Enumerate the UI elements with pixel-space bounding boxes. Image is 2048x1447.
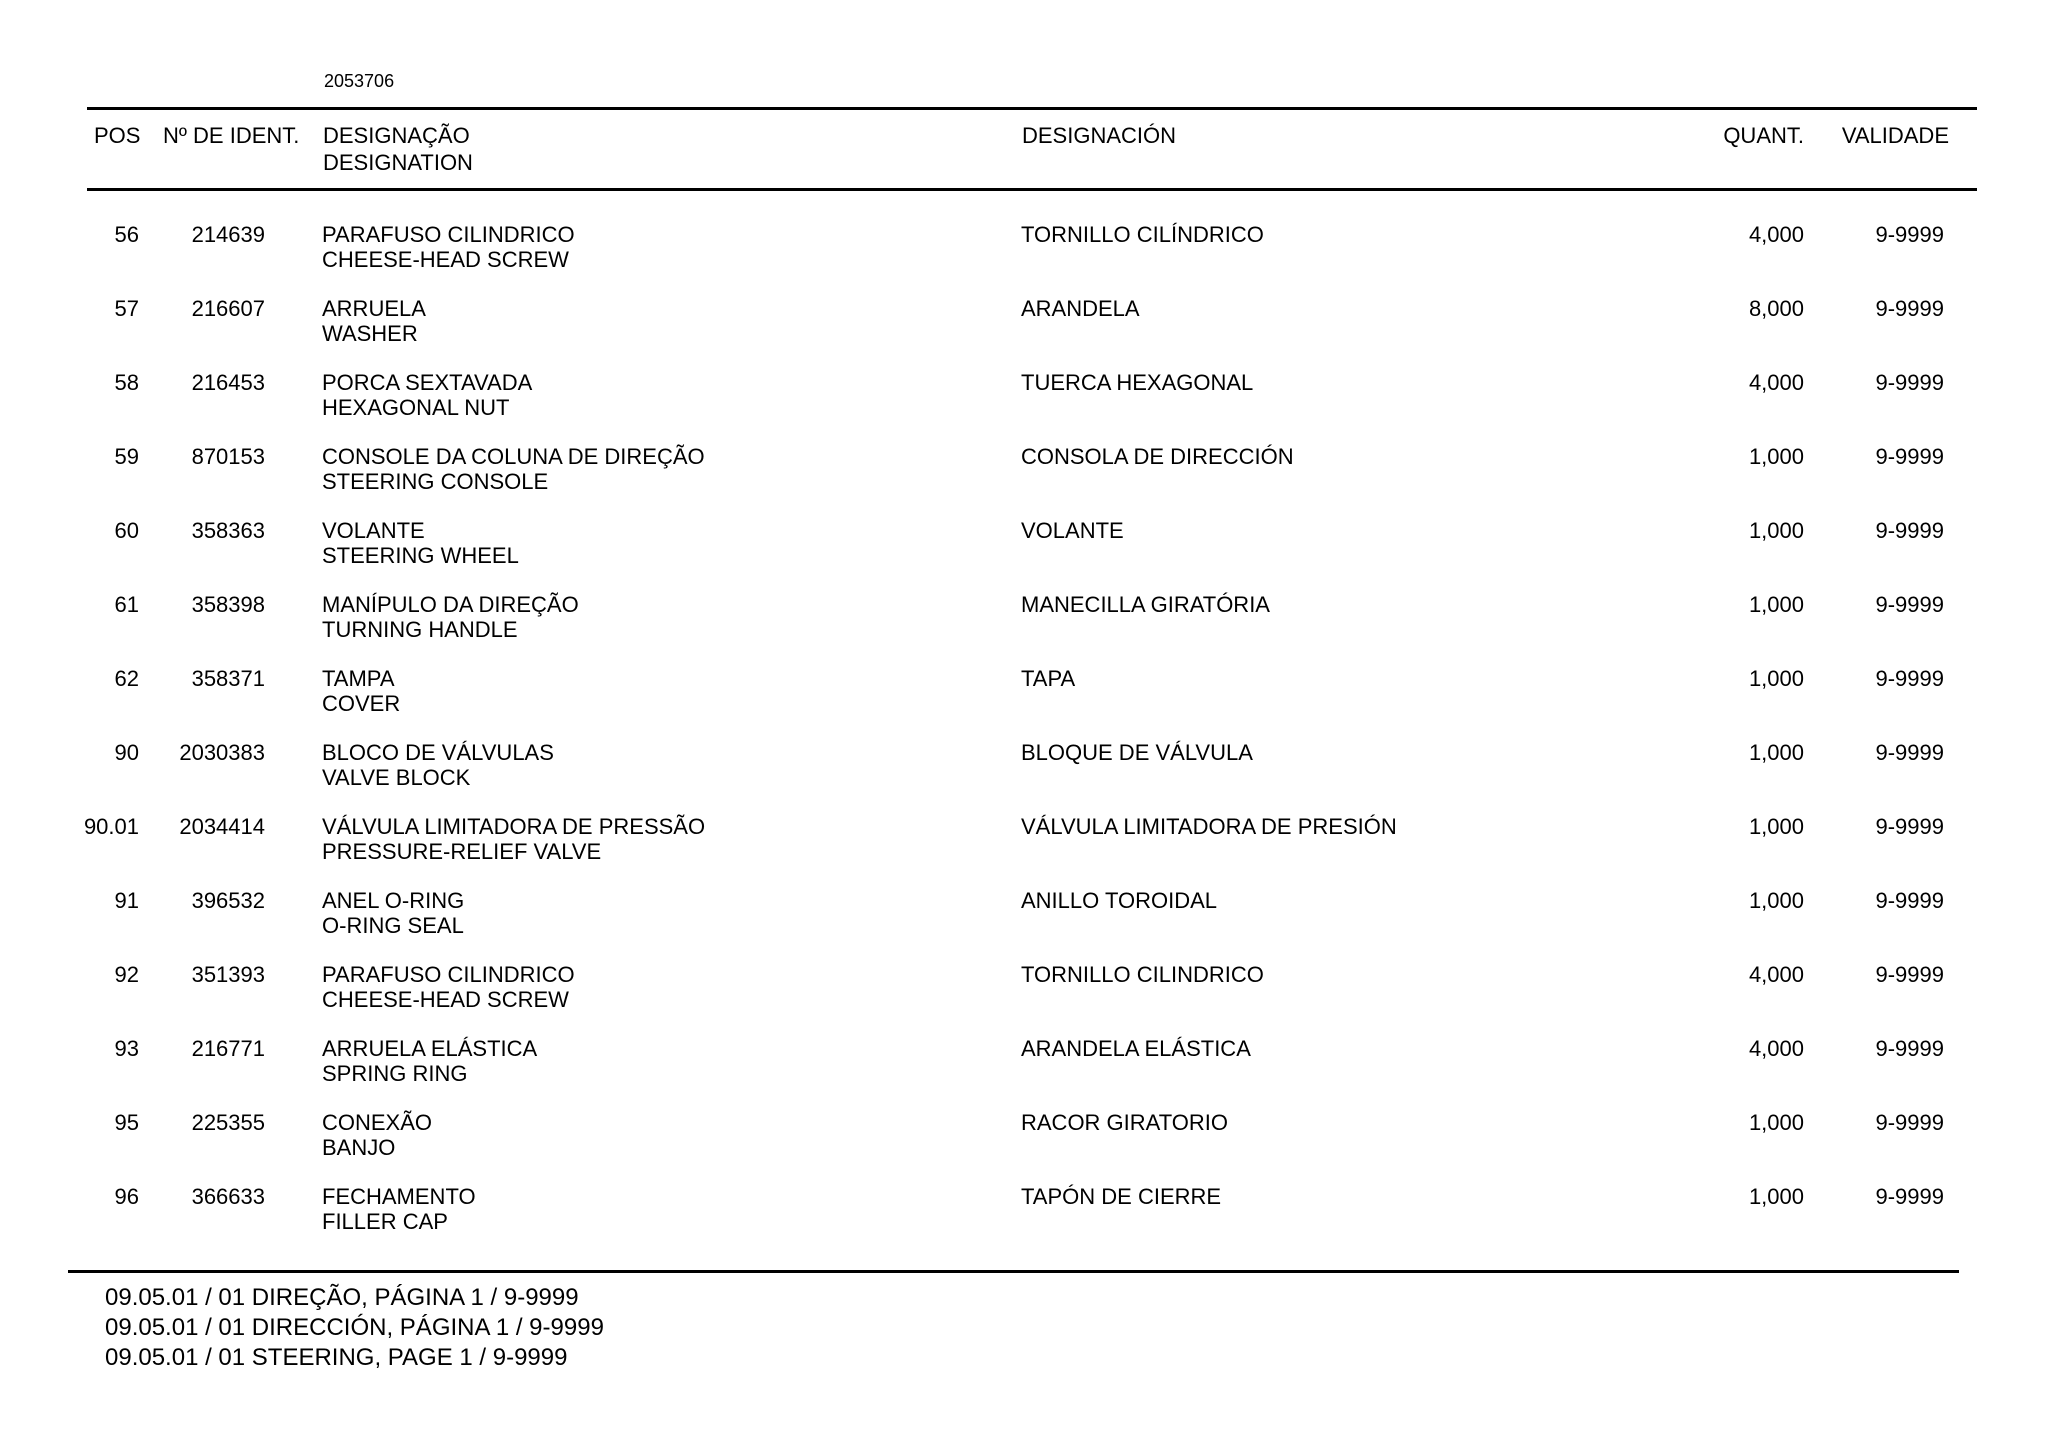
row-designation-en: SPRING RING — [322, 1061, 468, 1086]
row-designation-es: ARANDELA — [1021, 296, 1140, 321]
header-designation-es: DESIGNACIÓN — [1022, 123, 1177, 148]
row-designation-pt: ANEL O-RING — [322, 888, 465, 913]
row-designation-pt: VOLANTE — [322, 518, 425, 543]
row-designation-en: CHEESE-HEAD SCREW — [322, 247, 569, 272]
row-designation-pt: MANÍPULO DA DIREÇÃO — [322, 592, 579, 617]
row-designation-es: TAPA — [1021, 666, 1076, 691]
row-ident: 216607 — [191, 296, 265, 321]
row-designation-pt: ARRUELA ELÁSTICA — [322, 1036, 538, 1061]
row-pos: 59 — [114, 444, 139, 469]
top-divider — [87, 107, 1977, 110]
row-ident: 225355 — [191, 1110, 265, 1135]
row-pos: 60 — [114, 518, 139, 543]
row-designation-es: TAPÓN DE CIERRE — [1021, 1184, 1222, 1209]
row-validity: 9-9999 — [1875, 296, 1944, 321]
row-designation-en: O-RING SEAL — [322, 913, 464, 938]
row-pos: 58 — [114, 370, 139, 395]
row-ident: 358398 — [191, 592, 265, 617]
header-designation-pt: DESIGNAÇÃO — [323, 123, 470, 148]
header-validity: VALIDADE — [1841, 123, 1949, 148]
row-designation-en: VALVE BLOCK — [322, 765, 471, 790]
document-number: 2053706 — [324, 71, 395, 91]
table-row — [0, 222, 2048, 296]
table-row — [0, 296, 2048, 370]
row-validity: 9-9999 — [1875, 1184, 1944, 1209]
footer-line-pt: 09.05.01 / 01 DIREÇÃO, PÁGINA 1 / 9-9999 — [105, 1284, 579, 1311]
bottom-divider — [68, 1270, 1959, 1273]
row-quantity: 1,000 — [1748, 740, 1804, 765]
row-validity: 9-9999 — [1875, 444, 1944, 469]
page-footer — [105, 1283, 604, 1373]
row-designation-es: ARANDELA ELÁSTICA — [1021, 1036, 1251, 1061]
row-pos: 61 — [114, 592, 139, 617]
footer-line-en: 09.05.01 / 01 STEERING, PAGE 1 / 9-9999 — [105, 1344, 568, 1371]
table-row — [0, 1036, 2048, 1110]
row-validity: 9-9999 — [1875, 222, 1944, 247]
row-quantity: 4,000 — [1748, 222, 1804, 247]
row-quantity: 1,000 — [1748, 814, 1804, 839]
header-divider — [87, 188, 1977, 191]
row-quantity: 1,000 — [1748, 592, 1804, 617]
header-quantity: QUANT. — [1723, 123, 1804, 148]
row-designation-es: TORNILLO CILINDRICO — [1021, 962, 1264, 987]
row-ident: 2030383 — [179, 740, 265, 765]
row-pos: 57 — [114, 296, 139, 321]
row-pos: 93 — [114, 1036, 139, 1061]
row-ident: 358371 — [191, 666, 265, 691]
table-row — [0, 592, 2048, 666]
row-validity: 9-9999 — [1875, 962, 1944, 987]
row-designation-es: ANILLO TOROIDAL — [1021, 888, 1218, 913]
row-designation-pt: PARAFUSO CILINDRICO — [322, 222, 575, 247]
row-designation-en: HEXAGONAL NUT — [322, 395, 510, 420]
row-designation-en: STEERING WHEEL — [322, 543, 519, 568]
row-designation-es: TORNILLO CILÍNDRICO — [1021, 222, 1264, 247]
header-pos: POS — [94, 123, 141, 148]
row-quantity: 1,000 — [1748, 666, 1804, 691]
table-header — [0, 122, 2048, 182]
table-row — [0, 666, 2048, 740]
row-designation-pt: ARRUELA — [322, 296, 426, 321]
row-ident: 358363 — [191, 518, 265, 543]
row-validity: 9-9999 — [1875, 740, 1944, 765]
row-designation-en: FILLER CAP — [322, 1209, 448, 1234]
parts-table — [0, 222, 2048, 1258]
row-pos: 96 — [114, 1184, 139, 1209]
row-designation-pt: PORCA SEXTAVADA — [322, 370, 533, 395]
row-quantity: 8,000 — [1748, 296, 1804, 321]
table-row — [0, 740, 2048, 814]
table-row — [0, 888, 2048, 962]
row-pos: 62 — [114, 666, 139, 691]
table-row — [0, 518, 2048, 592]
row-designation-es: BLOQUE DE VÁLVULA — [1021, 740, 1253, 765]
row-validity: 9-9999 — [1875, 518, 1944, 543]
row-designation-pt: CONEXÃO — [322, 1110, 433, 1135]
row-ident: 2034414 — [179, 814, 265, 839]
row-designation-en: TURNING HANDLE — [322, 617, 518, 642]
row-designation-en: CHEESE-HEAD SCREW — [322, 987, 569, 1012]
header-designation-en: DESIGNATION — [323, 150, 473, 175]
row-validity: 9-9999 — [1875, 592, 1944, 617]
row-ident: 870153 — [191, 444, 265, 469]
row-quantity: 1,000 — [1748, 888, 1804, 913]
row-designation-pt: BLOCO DE VÁLVULAS — [322, 740, 554, 765]
row-ident: 351393 — [191, 962, 265, 987]
row-validity: 9-9999 — [1875, 666, 1944, 691]
table-row — [0, 444, 2048, 518]
table-row — [0, 1110, 2048, 1184]
row-designation-es: RACOR GIRATORIO — [1021, 1110, 1228, 1135]
row-quantity: 1,000 — [1748, 1110, 1804, 1135]
row-pos: 56 — [114, 222, 139, 247]
row-designation-en: COVER — [322, 691, 401, 716]
row-validity: 9-9999 — [1875, 370, 1944, 395]
table-row — [0, 962, 2048, 1036]
row-validity: 9-9999 — [1875, 1110, 1944, 1135]
row-designation-pt: FECHAMENTO — [322, 1184, 476, 1209]
row-quantity: 4,000 — [1748, 370, 1804, 395]
table-row — [0, 814, 2048, 888]
row-validity: 9-9999 — [1875, 1036, 1944, 1061]
row-designation-pt: VÁLVULA LIMITADORA DE PRESSÃO — [322, 814, 706, 839]
row-pos: 90.01 — [83, 814, 139, 839]
row-pos: 92 — [114, 962, 139, 987]
row-ident: 216771 — [191, 1036, 265, 1061]
row-ident: 396532 — [191, 888, 265, 913]
row-designation-es: VOLANTE — [1021, 518, 1124, 543]
row-ident: 366633 — [191, 1184, 265, 1209]
header-ident: Nº DE IDENT. — [163, 123, 300, 148]
row-pos: 91 — [114, 888, 139, 913]
row-ident: 216453 — [191, 370, 265, 395]
row-quantity: 4,000 — [1748, 1036, 1804, 1061]
row-quantity: 4,000 — [1748, 962, 1804, 987]
row-designation-pt: TAMPA — [322, 666, 395, 691]
row-quantity: 1,000 — [1748, 444, 1804, 469]
row-pos: 90 — [114, 740, 139, 765]
table-row — [0, 1184, 2048, 1258]
row-validity: 9-9999 — [1875, 888, 1944, 913]
row-designation-en: BANJO — [322, 1135, 396, 1160]
row-designation-es: MANECILLA GIRATÓRIA — [1021, 592, 1270, 617]
row-quantity: 1,000 — [1748, 1184, 1804, 1209]
row-designation-en: PRESSURE-RELIEF VALVE — [322, 839, 602, 864]
row-pos: 95 — [114, 1110, 139, 1135]
table-row — [0, 370, 2048, 444]
row-designation-pt: PARAFUSO CILINDRICO — [322, 962, 575, 987]
row-designation-en: STEERING CONSOLE — [322, 469, 549, 494]
row-designation-en: WASHER — [322, 321, 418, 346]
row-designation-es: TUERCA HEXAGONAL — [1021, 370, 1254, 395]
row-quantity: 1,000 — [1748, 518, 1804, 543]
row-validity: 9-9999 — [1875, 814, 1944, 839]
footer-line-es: 09.05.01 / 01 DIRECCIÓN, PÁGINA 1 / 9-9999 — [105, 1314, 604, 1341]
row-ident: 214639 — [191, 222, 265, 247]
row-designation-pt: CONSOLE DA COLUNA DE DIREÇÃO — [322, 444, 705, 469]
row-designation-es: CONSOLA DE DIRECCIÓN — [1021, 444, 1294, 469]
row-designation-es: VÁLVULA LIMITADORA DE PRESIÓN — [1021, 814, 1397, 839]
